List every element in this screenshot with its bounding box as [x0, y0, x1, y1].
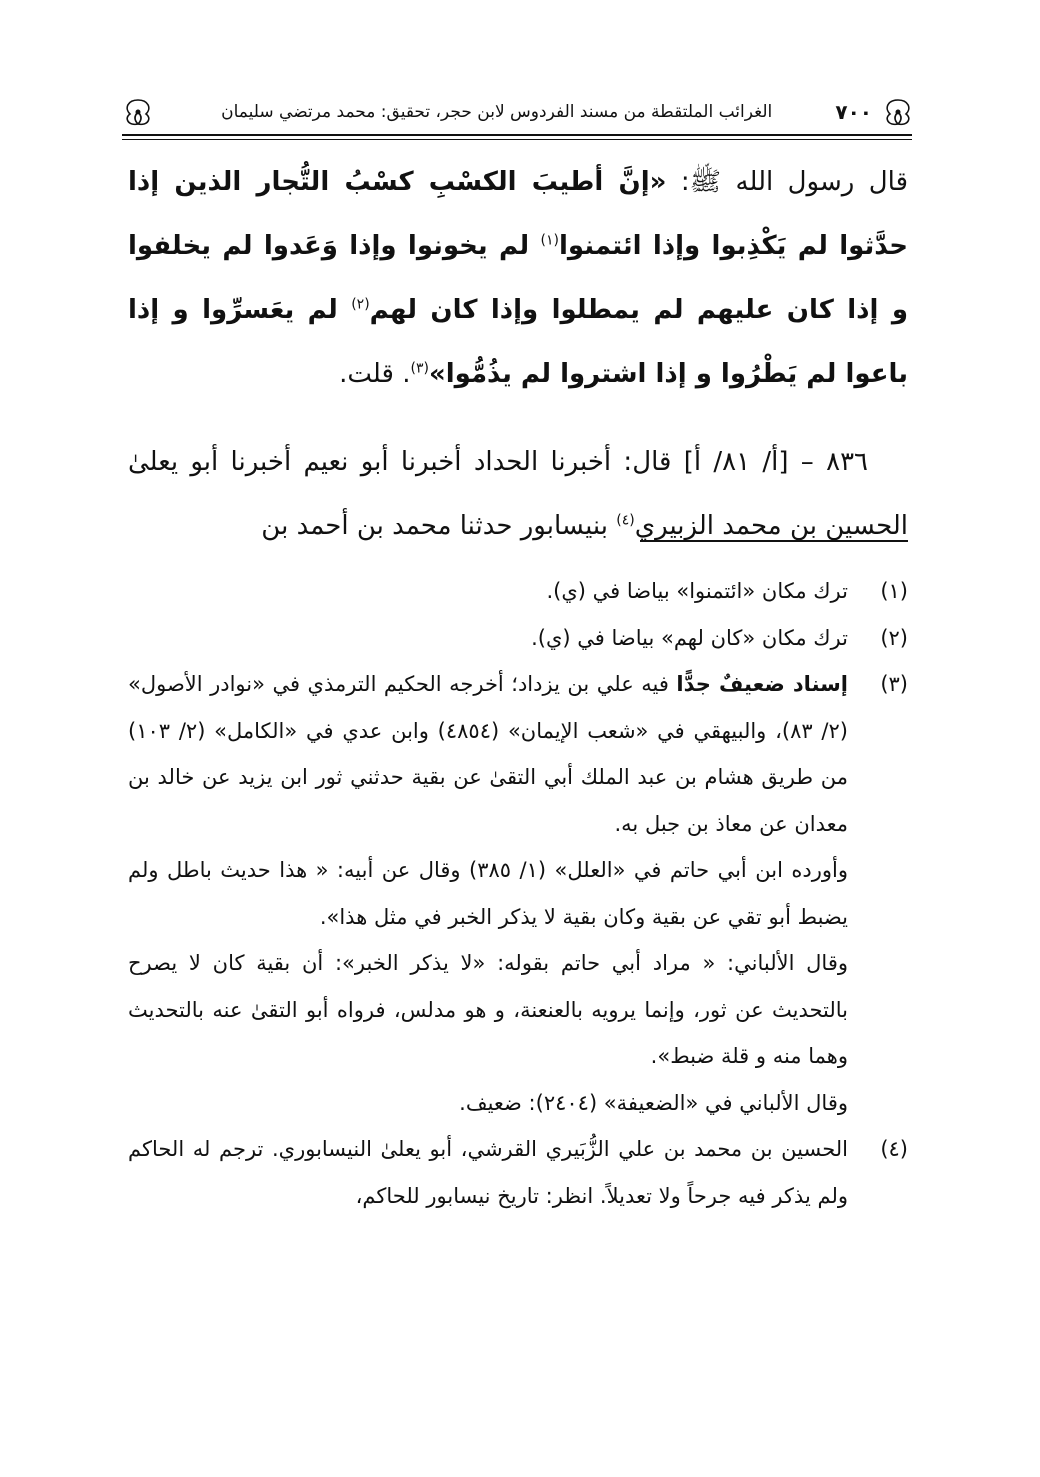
footnote-number: (٢) [880, 625, 908, 650]
footnote-3-continuation: وقال الألباني: « مراد أبي حاتم بقوله: «لا يذكر الخبر»: أن بقية كان لا يصرح بالتحديث عن ثور، وإنما يرويه بالعنعنة، و هو مدلس، فرواه أبو التقىٰ عنه بالتحديث وهما منه و قلة ضبط». [128, 951, 848, 1068]
footnote-2 [128, 615, 908, 662]
footnote-1 [128, 568, 908, 615]
isnad-paragraph [128, 430, 908, 558]
footnote-3-continuation: وأورده ابن أبي حاتم في «العلل» (١/ ٣٨٥) وقال عن أبيه: « هذا حديث باطل ولم يضبط أبو تقي عن بقية وكان بقية لا يذكر الخبر في مثل هذا». [128, 858, 848, 929]
isnad-text-part: بنيسابور حدثنا محمد بن أحمد بن [261, 511, 617, 541]
hadith-text-part: لم يخونوا وإذا وَعَدوا لم يخلفوا و إذا كان عليهم لم يمطلوا وإذا كان لهم [128, 231, 908, 325]
footnote-3-continuation: وقال الألباني في «الضعيفة» (٢٤٠٤): ضعيف. [459, 1090, 848, 1115]
footnote-text [128, 661, 848, 847]
footnote-number: (٣) [880, 672, 908, 696]
footnote-ref[interactable]: (٢) [351, 296, 370, 313]
hadith-intro: قال رسول الله ﷺ: [666, 167, 908, 197]
hadith-paragraph [128, 150, 908, 406]
hadith-end: . قلت. [339, 359, 411, 389]
footnote-ref[interactable]: (٣) [410, 360, 429, 377]
footnote-text: ترك مكان «ائتمنوا» بياضا في (ي). [546, 579, 848, 603]
right-ornament-icon [878, 95, 918, 129]
left-ornament-icon [118, 95, 158, 129]
hadith-text-part: لم يعَسرِّوا و إذا باعوا لم يَطْرُوا و إذا اشتروا لم يذُمُّوا» [128, 295, 908, 389]
footnote-ref[interactable]: (٤) [616, 512, 635, 529]
footnote-text: الحسين بن محمد بن علي الزُّبَيري القرشي، أبو يعلىٰ النيسابوري. ترجم له الحاكم ولم يذكر فيه جرحاً ولا تعديلاً. انظر: تاريخ نيسابور للحاكم، [128, 1137, 848, 1208]
footnote-number: (١) [880, 579, 908, 603]
hadith-text-part: «إنَّ أطيبَ الكسْبِ كسْبُ التُّجار الذين إذا حدَّثوا لم يَكْذِبوا وإذا ائتمنوا [128, 167, 909, 261]
footnote-number: (٤) [880, 1137, 908, 1161]
footnote-ref[interactable]: (١) [540, 232, 559, 249]
running-title: الغرائب الملتقطة من مسند الفردوس لابن حجر، تحقيق: محمد مرتضي سليمان [221, 102, 773, 122]
isnad-text-part: ٨٣٦ – [أ/ ٨١/ أ] قال: أخبرنا الحداد أخبرنا أبو نعيم أخبرنا أبو يعلىٰ الحسين بن محمد الزبيري [128, 447, 908, 541]
page-number: ٧٠٠ [835, 100, 872, 124]
page-header [118, 92, 918, 132]
footnote-4 [128, 1126, 908, 1219]
footnote-3 [128, 661, 908, 847]
main-text [128, 150, 908, 558]
footnote-verdict: إسناد ضعيفٌ جدًّا [676, 672, 848, 696]
header-rule [122, 134, 912, 136]
footnote-separator [640, 540, 908, 542]
footnotes [128, 568, 908, 1219]
header-rule-thin [122, 139, 912, 140]
footnote-text-part: فيه علي بن يزداد؛ أخرجه الحكيم الترمذي في «نوادر الأصول» (٢/ ٨٣)، والبيهقي في «شعب الإيمان» (٤٨٥٤) وابن عدي في «الكامل» (٢/ ١٠٣) من طريق هشام بن عبد الملك أبي التقىٰ عن بقية حدثني ثور ابن يزيد عن خالد بن معدان عن معاذ بن جبل به. [128, 672, 848, 836]
footnote-text: ترك مكان «كان لهم» بياضا في (ي). [531, 625, 848, 650]
